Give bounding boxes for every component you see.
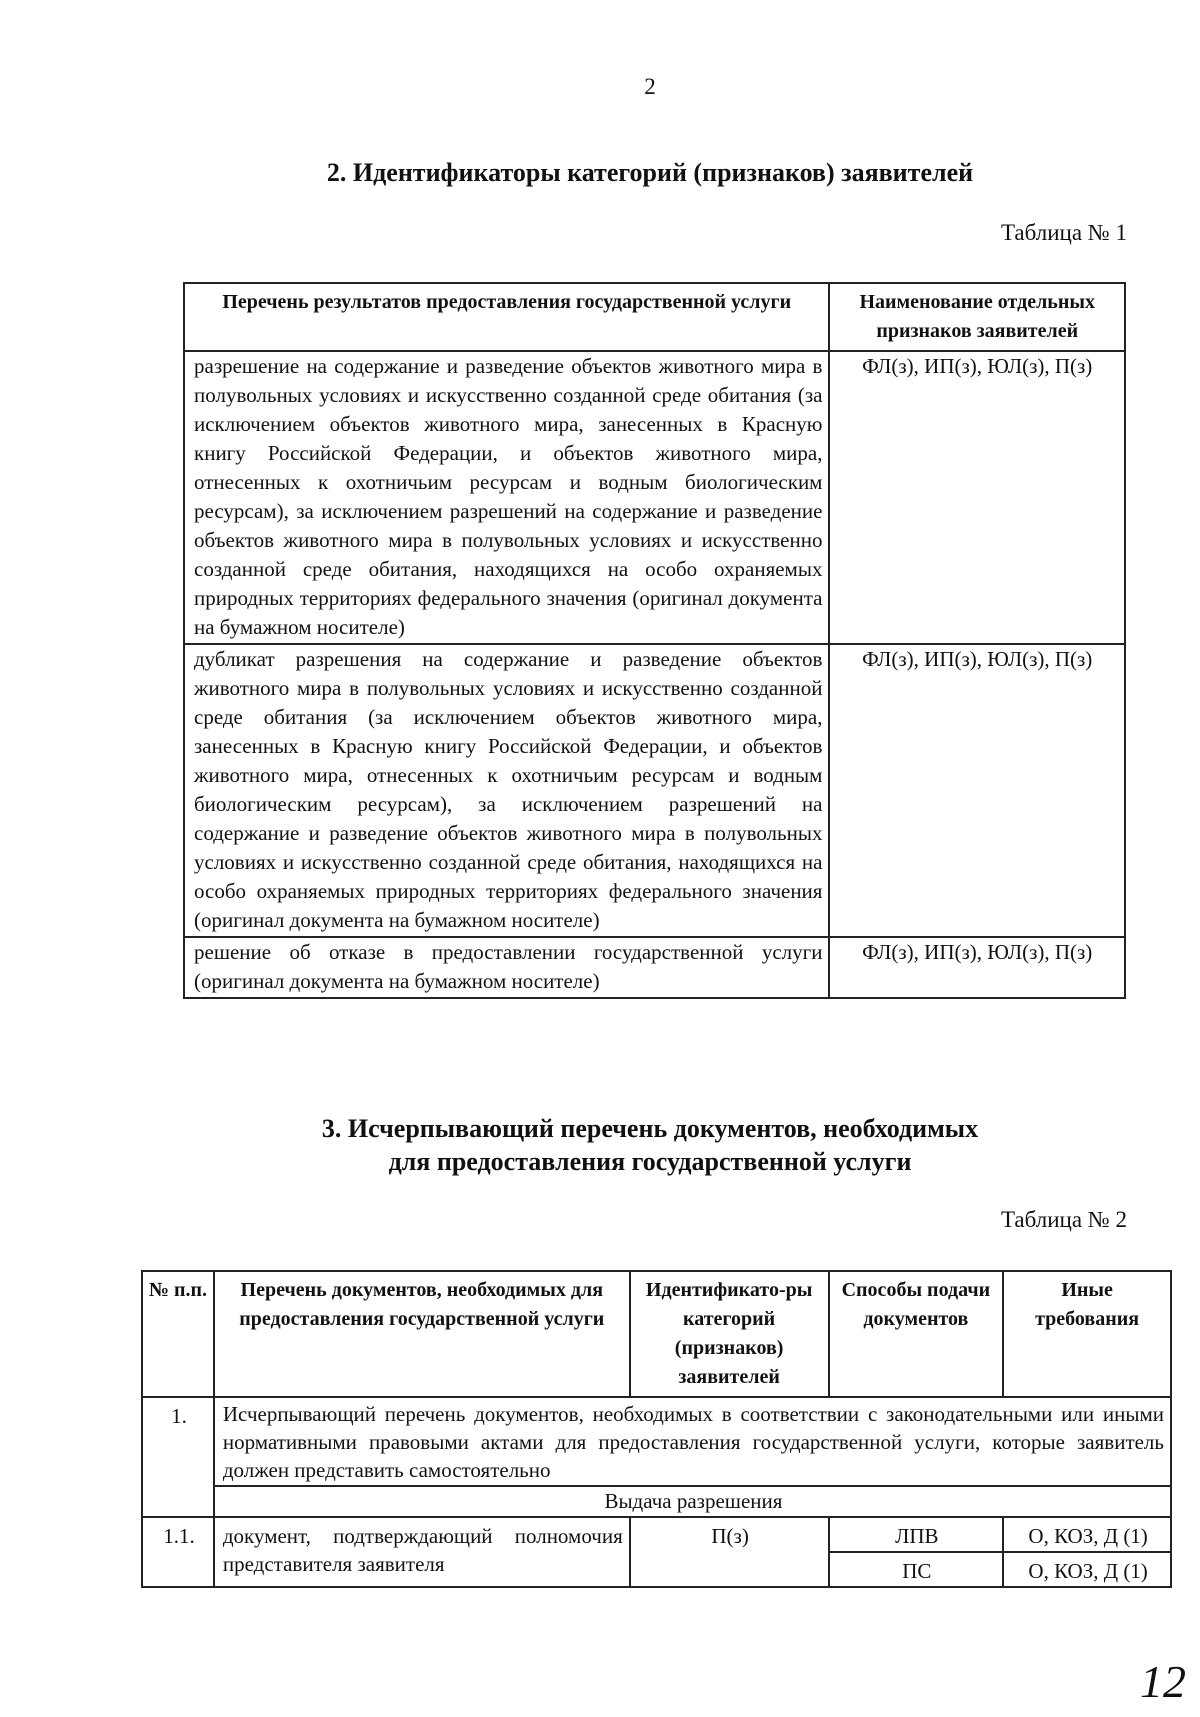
table-1-caption: Таблица № 1 (1000, 220, 1127, 245)
table-row (142, 1517, 1171, 1552)
header-signs: Наименование отдельных признаков заявителей (829, 283, 1125, 351)
signs-cell: ФЛ(з), ИП(з), ЮЛ(з), П(з) (829, 937, 1125, 998)
requirements-cell: О, КОЗ, Д (1) (1003, 1517, 1171, 1552)
result-cell: решение об отказе в предоставлении государственной услуги (оригинал документа на бумажном носителе) (184, 937, 829, 998)
row-num: 1. (142, 1397, 214, 1517)
header-results: Перечень результатов предоставления государственной услуги (184, 283, 829, 351)
method-cell: ЛПВ (829, 1517, 1004, 1552)
table-row (184, 351, 1125, 644)
result-cell: дубликат разрешения на содержание и разведение объектов животного мира в полувольных условиях и искусственно созданной среде обитания (за исключением объектов животного мира, занесенных в Красную книгу Российской Федерации, и объектов животного мира, отнесенных к охотничьим ресурсам и водным биологическим ресурсам), за исключением разрешений на содержание и разведение объектов животного мира в полувольных условиях и искусственно созданной среде обитания, находящихся на особо охраняемых природных территориях федерального значения (оригинал документа на бумажном носителе) (184, 644, 829, 937)
header-num: № п.п. (142, 1271, 214, 1397)
page-number: 2 (644, 74, 656, 99)
row-num: 1.1. (142, 1517, 214, 1587)
header-methods: Способы подачи документов (829, 1271, 1004, 1397)
section-3-title (0, 1112, 1200, 1178)
table-row (142, 1397, 1171, 1486)
applicant-categories-table (183, 282, 1126, 999)
method-cell: ПС (829, 1552, 1004, 1587)
header-ids: Идентификато-ры категорий (признаков) заявителей (630, 1271, 829, 1397)
requirements-cell: О, КОЗ, Д (1) (1003, 1552, 1171, 1587)
table-header-row (184, 283, 1125, 351)
table-row (184, 937, 1125, 998)
table-subheader-row (142, 1486, 1171, 1517)
doc-cell: документ, подтверждающий полномочия представителя заявителя (214, 1517, 630, 1587)
subheader-cell: Выдача разрешения (214, 1486, 1171, 1517)
signs-cell: ФЛ(з), ИП(з), ЮЛ(з), П(з) (829, 351, 1125, 644)
section-2-title: 2. Идентификаторы категорий (признаков) заявителей (326, 158, 974, 187)
signs-cell: ФЛ(з), ИП(з), ЮЛ(з), П(з) (829, 644, 1125, 937)
row-text: Исчерпывающий перечень документов, необходимых в соответствии с законодательными или иными нормативными правовыми актами для предоставления государственной услуги, которые заявитель должен представить самостоятельно (214, 1397, 1171, 1486)
id-cell: П(з) (630, 1517, 829, 1587)
required-documents-table (141, 1270, 1172, 1588)
section-3-title-line-1: 3. Исчерпывающий перечень документов, необходимых (321, 1114, 979, 1143)
result-cell: разрешение на содержание и разведение объектов животного мира в полувольных условиях и искусственно созданной среде обитания (за исключением объектов животного мира, занесенных в Красную книгу Российской Федерации, и объектов животного мира, отнесенных к охотничьим ресурсам и водным биологическим ресурсам), за исключением разрешений на содержание и разведение объектов животного мира в полувольных условиях и искусственно созданной среде обитания, находящихся на особо охраняемых природных территориях федерального значения (оригинал документа на бумажном носителе) (184, 351, 829, 644)
section-3-title-line-2: для предоставления государственной услуги (388, 1147, 912, 1176)
header-other: Иные требования (1003, 1271, 1171, 1397)
header-docs: Перечень документов, необходимых для предоставления государственной услуги (214, 1271, 630, 1397)
handwritten-page-mark: 12 (1140, 1656, 1186, 1707)
table-2-caption: Таблица № 2 (1000, 1207, 1127, 1232)
table-row (184, 644, 1125, 937)
table-header-row (142, 1271, 1171, 1397)
